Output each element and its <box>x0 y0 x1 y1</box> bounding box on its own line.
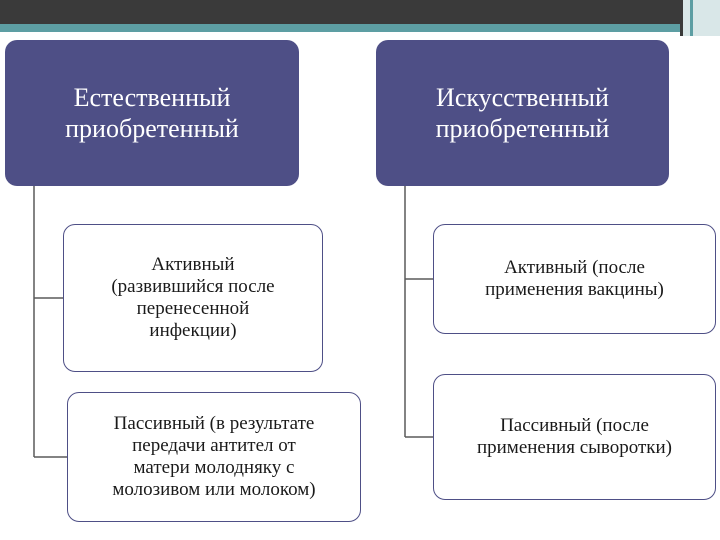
head-natural-acquired: Естественный приобретенный <box>5 40 299 186</box>
top-bar-dark-stripe <box>0 0 720 24</box>
slide-top-bar <box>0 0 720 36</box>
top-bar-corner-accent <box>680 0 720 36</box>
top-bar-teal-stripe <box>0 24 720 32</box>
head-artificial-acquired: Искусственный приобретенный <box>376 40 669 186</box>
node-natural-passive: Пассивный (в результате передачи антител от матери молодняку с молозивом или молоком) <box>67 392 361 522</box>
node-artificial-passive: Пассивный (после применения сыворотки) <box>433 374 716 500</box>
node-natural-active: Активный (развившийся после перенесенной инфекции) <box>63 224 323 372</box>
node-artificial-active: Активный (после применения вакцины) <box>433 224 716 334</box>
